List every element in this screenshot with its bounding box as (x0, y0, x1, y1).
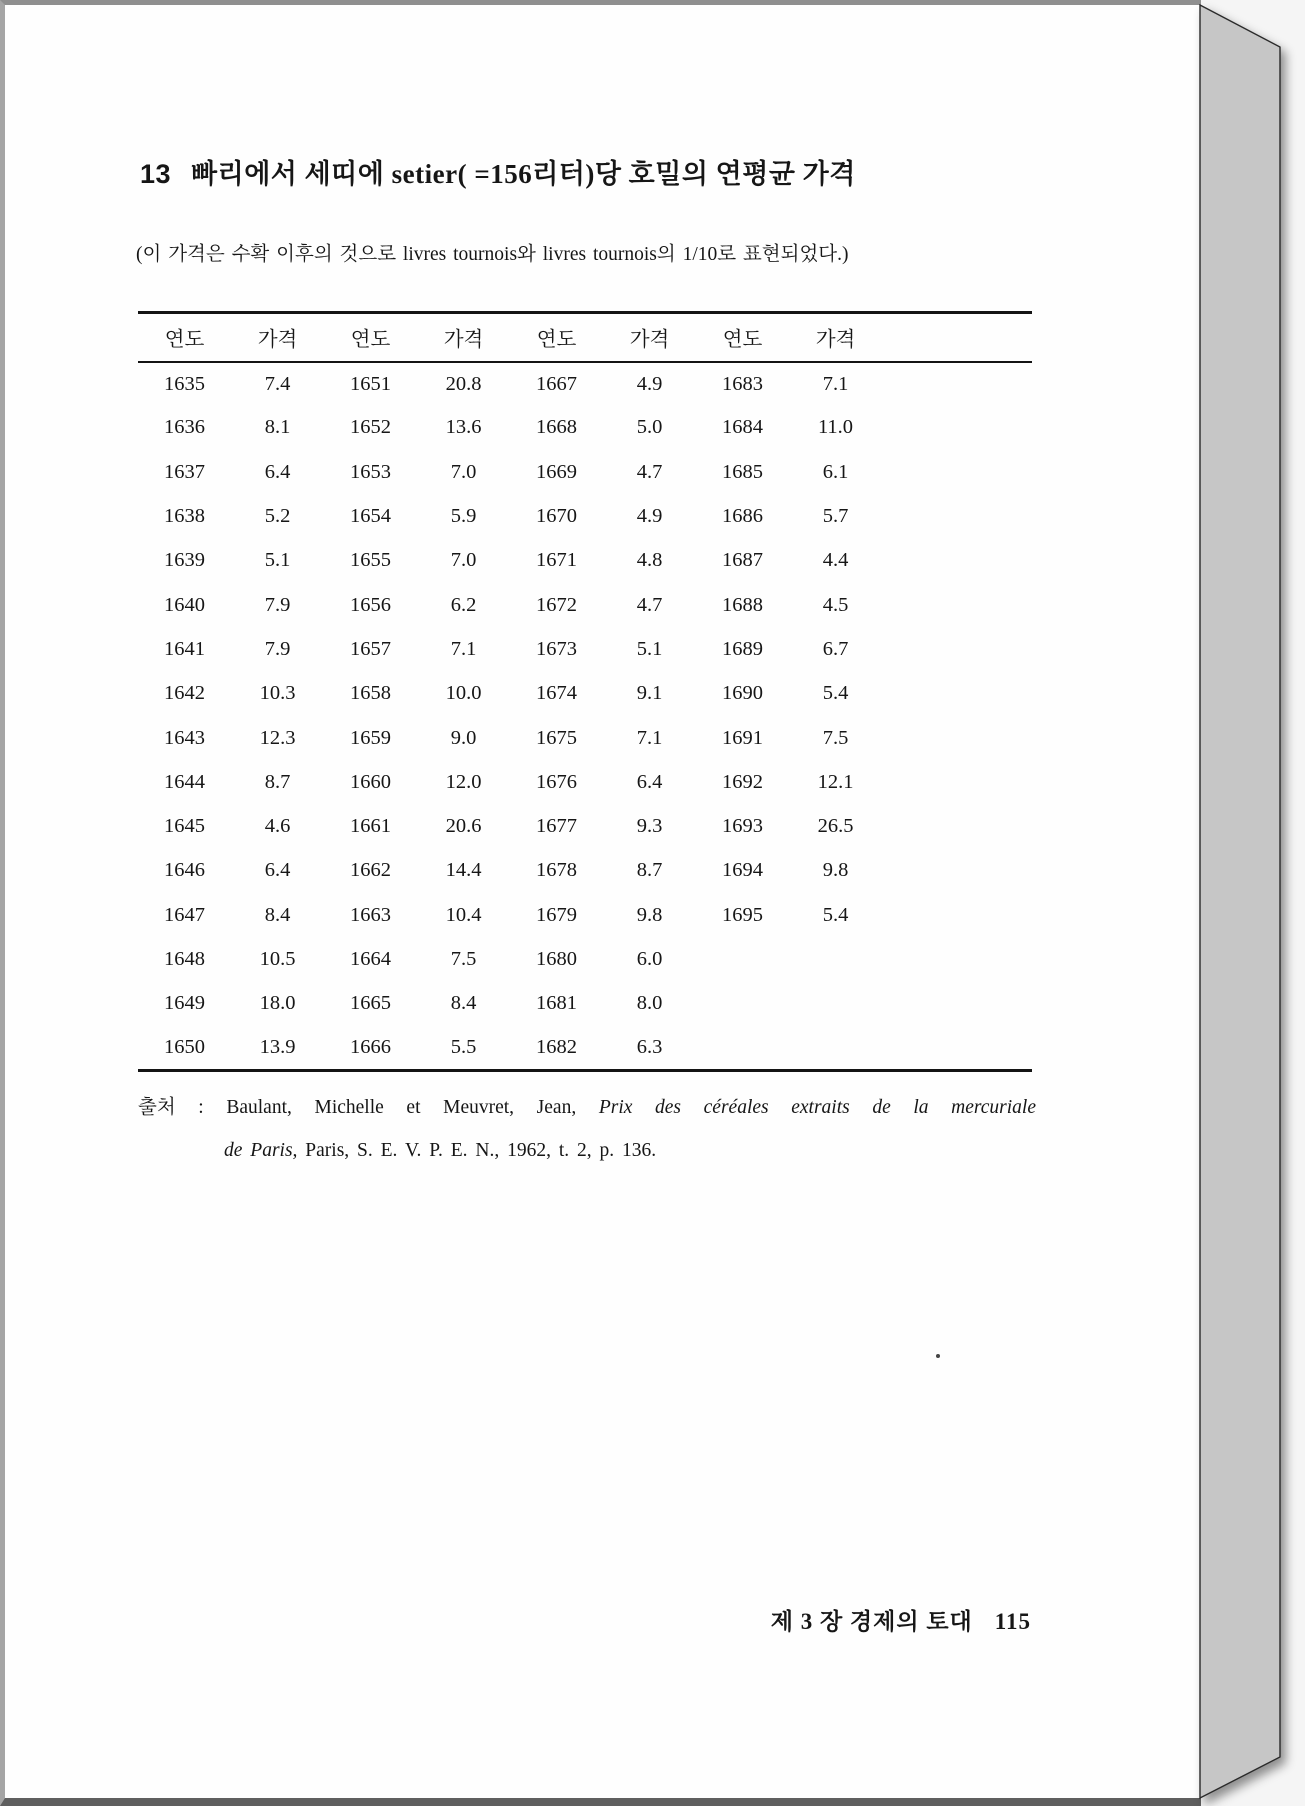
price-cell: 9.1 (636, 682, 663, 705)
source-citation-line2 (224, 1140, 656, 1162)
filler-cell (882, 583, 1032, 627)
table-row (138, 1026, 1032, 1070)
filler-cell (882, 450, 1032, 494)
filler-cell (882, 539, 1032, 583)
year-cell: 1652 (350, 416, 391, 439)
year-cell: 1678 (536, 859, 577, 882)
year-cell: 1688 (722, 593, 763, 616)
year-cell: 1644 (164, 770, 205, 793)
table-row (138, 982, 1032, 1026)
filler-cell (882, 406, 1032, 450)
year-cell: 1659 (350, 726, 391, 749)
filler-cell (882, 982, 1032, 1026)
price-cell: 5.7 (822, 505, 849, 528)
page-number: 115 (994, 1609, 1031, 1634)
filler-cell (882, 1026, 1032, 1070)
filler-cell (882, 627, 1032, 671)
price-cell: 12.0 (445, 770, 482, 793)
price-cell: 4.6 (264, 815, 291, 838)
year-cell: 1665 (350, 992, 391, 1015)
price-cell: 7.5 (450, 948, 477, 970)
price-cell: 10.5 (259, 948, 296, 970)
price-cell: 18.0 (259, 992, 296, 1015)
column-header: 가격 (603, 313, 696, 362)
price-cell: 11.0 (817, 416, 854, 439)
year-cell: 1647 (164, 903, 205, 926)
page-footer (5, 1603, 1031, 1636)
filler-cell (882, 804, 1032, 848)
price-cell: 7.0 (450, 460, 477, 483)
year-cell: 1672 (536, 593, 577, 616)
filler-cell (882, 760, 1032, 804)
table-row (138, 627, 1032, 671)
year-cell: 1639 (164, 549, 205, 572)
column-header: 연도 (324, 313, 417, 362)
price-cell: 9.3 (636, 815, 663, 838)
table-number: 13 (140, 159, 172, 189)
price-cell: 8.4 (450, 992, 477, 1015)
price-cell: 4.9 (636, 505, 663, 528)
price-cell: 5.5 (450, 1035, 477, 1058)
filler-cell (882, 494, 1032, 538)
price-cell: 8.7 (636, 859, 663, 882)
year-cell: 1691 (722, 726, 763, 749)
price-cell: 6.4 (264, 859, 291, 882)
price-cell: 5.1 (636, 637, 663, 660)
column-header: 연도 (696, 313, 789, 362)
year-cell: 1640 (164, 593, 205, 616)
year-cell: 1650 (164, 1035, 205, 1058)
year-cell: 1663 (350, 903, 391, 926)
table-row (138, 406, 1032, 450)
price-cell (789, 937, 882, 981)
filler-cell (882, 849, 1032, 893)
year-cell: 1673 (536, 637, 577, 660)
price-cell: 7.4 (264, 372, 291, 395)
price-cell: 7.0 (450, 549, 477, 572)
year-cell: 1648 (164, 948, 205, 970)
year-cell: 1651 (350, 372, 391, 395)
year-cell: 1646 (164, 859, 205, 882)
filler-cell (882, 362, 1032, 406)
book-edge (1199, 0, 1305, 1806)
filler-cell (882, 672, 1032, 716)
year-cell: 1636 (164, 416, 205, 439)
price-table (138, 311, 1032, 1072)
year-cell: 1694 (722, 859, 763, 882)
source-work-title-cont: de Paris, (224, 1140, 298, 1161)
table-row (138, 494, 1032, 538)
year-cell: 1684 (722, 416, 763, 439)
price-cell: 6.4 (264, 460, 291, 483)
price-cell: 6.1 (822, 460, 849, 483)
price-cell: 13.6 (445, 416, 482, 439)
price-cell: 8.0 (636, 992, 663, 1015)
price-cell: 10.4 (445, 903, 482, 926)
table-row (138, 849, 1032, 893)
year-cell: 1692 (722, 770, 763, 793)
price-cell: 20.8 (445, 372, 482, 395)
year-cell: 1664 (350, 948, 391, 970)
price-cell: 7.1 (450, 637, 477, 660)
table-row (138, 583, 1032, 627)
price-cell: 7.9 (264, 637, 291, 660)
filler-cell (882, 716, 1032, 760)
price-cell: 7.1 (822, 372, 849, 395)
price-cell: 8.4 (264, 903, 291, 926)
price-cell: 7.9 (264, 593, 291, 616)
price-cell: 12.3 (259, 726, 296, 749)
page-stack-edge (1200, 5, 1280, 1798)
price-cell: 5.2 (264, 505, 291, 528)
year-cell: 1676 (536, 770, 577, 793)
year-cell: 1638 (164, 505, 205, 528)
year-cell (696, 1026, 789, 1070)
price-cell: 5.1 (264, 549, 291, 572)
scan-artifact-dot (936, 1354, 940, 1358)
price-cell (789, 982, 882, 1026)
year-cell: 1670 (536, 505, 577, 528)
price-cell: 10.3 (259, 682, 296, 705)
table-title-text: 빠리에서 세띠에 setier( =156리터)당 호밀의 연평균 가격 (191, 159, 856, 189)
price-cell: 13.9 (259, 1035, 296, 1058)
year-cell: 1669 (536, 460, 577, 483)
year-cell: 1660 (350, 770, 391, 793)
year-cell: 1656 (350, 593, 391, 616)
column-header: 가격 (231, 313, 324, 362)
price-cell: 9.8 (636, 903, 663, 926)
year-cell: 1635 (164, 372, 205, 395)
column-header: 가격 (789, 313, 882, 362)
column-header-filler (882, 313, 1032, 362)
table-row (138, 760, 1032, 804)
year-cell: 1671 (536, 549, 577, 572)
year-cell: 1645 (164, 815, 205, 838)
year-cell: 1687 (722, 549, 763, 572)
year-cell: 1641 (164, 637, 205, 660)
price-cell: 12.1 (817, 770, 854, 793)
price-cell: 6.3 (636, 1035, 663, 1058)
year-cell: 1675 (536, 726, 577, 749)
year-cell (696, 937, 789, 981)
price-cell: 10.0 (445, 682, 482, 705)
price-cell: 14.4 (445, 859, 482, 882)
year-cell: 1680 (536, 948, 577, 970)
column-header: 연도 (510, 313, 603, 362)
source-publication: Paris, S. E. V. P. E. N., 1962, t. 2, p. 136. (297, 1140, 657, 1161)
price-cell: 6.2 (450, 593, 477, 616)
table-row (138, 937, 1032, 981)
chapter-label: 제 3 장 경제의 토대 (770, 1609, 973, 1634)
price-cell: 26.5 (817, 815, 854, 838)
price-cell: 7.5 (822, 726, 849, 749)
price-cell: 6.0 (636, 948, 663, 970)
year-cell: 1668 (536, 416, 577, 439)
year-cell: 1661 (350, 815, 391, 838)
source-authors: Baulant, Michelle et Meuvret, Jean, (226, 1097, 599, 1118)
price-cell: 5.4 (822, 682, 849, 705)
source-citation-line1 (138, 1091, 1036, 1119)
year-cell: 1666 (350, 1035, 391, 1058)
year-cell (696, 982, 789, 1026)
year-cell: 1657 (350, 637, 391, 660)
year-cell: 1685 (722, 460, 763, 483)
table-row (138, 893, 1032, 937)
year-cell: 1674 (536, 682, 577, 705)
year-cell: 1677 (536, 815, 577, 838)
price-cell: 4.9 (636, 372, 663, 395)
year-cell: 1658 (350, 682, 391, 705)
filler-cell (882, 937, 1032, 981)
table-note: (이 가격은 수확 이후의 것으로 livres tournois와 livres tournois의 1/10로 표현되었다.) (136, 244, 849, 265)
year-cell: 1690 (722, 682, 763, 705)
table-row (138, 716, 1032, 760)
year-cell: 1653 (350, 460, 391, 483)
price-cell: 5.4 (822, 903, 849, 926)
year-cell: 1662 (350, 859, 391, 882)
price-cell: 4.5 (822, 593, 849, 616)
price-cell: 9.0 (450, 726, 477, 749)
price-cell: 4.7 (636, 460, 663, 483)
year-cell: 1695 (722, 903, 763, 926)
page-title (140, 152, 856, 191)
price-cell: 4.8 (636, 549, 663, 572)
price-cell: 5.9 (450, 505, 477, 528)
year-cell: 1643 (164, 726, 205, 749)
filler-cell (882, 893, 1032, 937)
year-cell: 1681 (536, 992, 577, 1015)
table-row (138, 450, 1032, 494)
year-cell: 1667 (536, 372, 577, 395)
year-cell: 1693 (722, 815, 763, 838)
table-row (138, 672, 1032, 716)
price-cell (789, 1026, 882, 1070)
table-row (138, 362, 1032, 406)
year-cell: 1637 (164, 460, 205, 483)
price-cell: 20.6 (445, 815, 482, 838)
year-cell: 1689 (722, 637, 763, 660)
year-cell: 1683 (722, 372, 763, 395)
price-cell: 6.4 (636, 770, 663, 793)
table-row (138, 539, 1032, 583)
price-cell: 7.1 (636, 726, 663, 749)
column-header: 연도 (138, 313, 231, 362)
price-table-body (138, 362, 1032, 1071)
year-cell: 1649 (164, 992, 205, 1015)
source-work-title: Prix des céréales extraits de la mercuriale (598, 1097, 1036, 1118)
year-cell: 1682 (536, 1035, 577, 1058)
year-cell: 1679 (536, 903, 577, 926)
table-header-row (138, 313, 1032, 362)
price-cell: 8.7 (264, 770, 291, 793)
column-header: 가격 (417, 313, 510, 362)
year-cell: 1654 (350, 505, 391, 528)
source-label: 출처 : (138, 1097, 227, 1118)
year-cell: 1642 (164, 682, 205, 705)
price-cell: 5.0 (636, 416, 663, 439)
price-cell: 4.7 (636, 593, 663, 616)
price-cell: 8.1 (264, 416, 291, 439)
price-cell: 6.7 (822, 637, 849, 660)
table-row (138, 804, 1032, 848)
price-cell: 4.4 (822, 549, 849, 572)
year-cell: 1655 (350, 549, 391, 572)
year-cell: 1686 (722, 505, 763, 528)
price-cell: 9.8 (822, 859, 849, 882)
